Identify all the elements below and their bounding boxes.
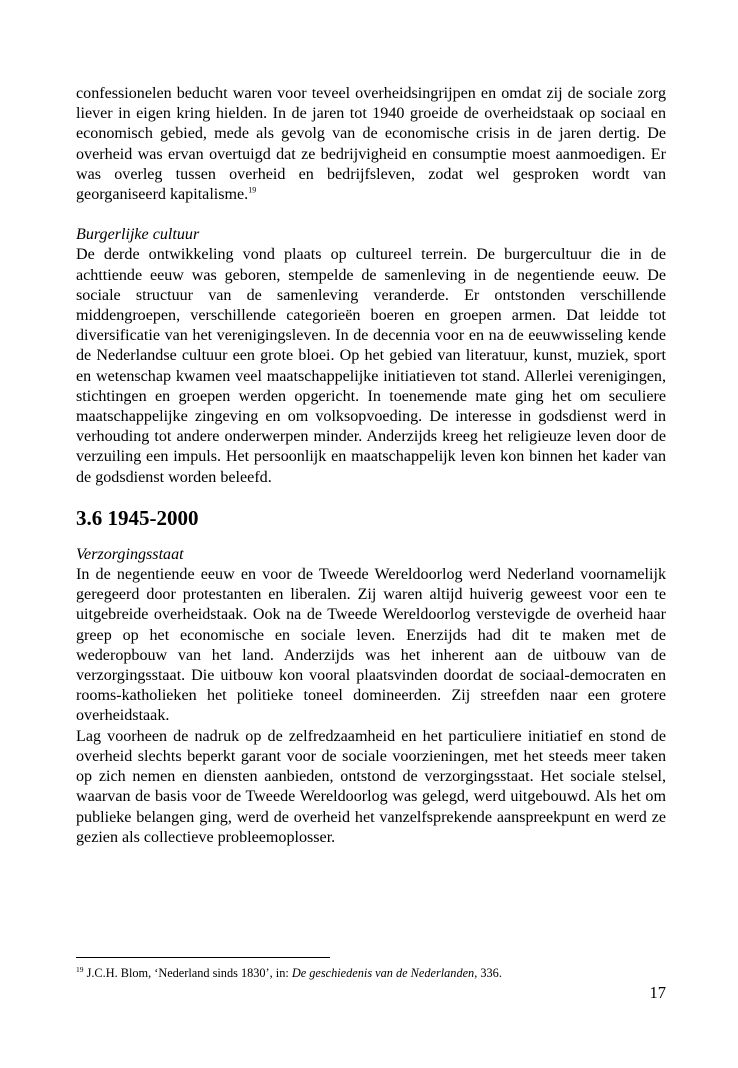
subheading-welfare-state: Verzorgingsstaat: [76, 545, 184, 563]
footnote-number: 19: [76, 964, 84, 974]
paragraph-intro-text: confessionelen beducht waren voor teveel overheidsingrijpen en omdat zij de sociale zorg liever in eigen kring hielden. In de jaren tot 1940 groeide de overheidstaak op sociaal en economisch gebied, mede als gevolg van de economische crisis in de jaren dertig. De overheid was ervan overtuigd dat ze bedrijvigheid en consumptie moest aanmoedigen. Er was overleg tussen overheid en bedrijfsleven, zodat wel gesproken wordt van georganiseerd kapitalisme.: [76, 85, 666, 204]
footnote-text-before: J.C.H. Blom, ‘Nederland sinds 1830’, in:: [83, 966, 292, 980]
paragraph-welfare-1: In de negentiende eeuw en voor de Tweede Wereldoorlog werd Nederland voornamelijk geregeerd door protestanten en liberalen. Zij waren altijd huiverig geweest voor een te uitgebreide overheidstaak. Ook na de Tweede Wereldoorlog verstevigde de overheid haar greep op het economische en sociale leven. Enerzijds had dit te maken met de wederopbouw van het land. Anderzijds was het inherent aan de uitbouw van de verzorgingsstaat. Die uitbouw kon vooral plaatsvinden doordat de sociaal-democraten en rooms-katholieken het politieke toneel domineerden. Zij streefden naar een grotere overheidstaak.: [76, 566, 666, 725]
paragraph-intro: [76, 84, 666, 205]
footnote-text-after: , 336.: [474, 966, 502, 980]
footnote-reference: 19: [248, 185, 257, 195]
subheading-culture: Burgerlijke cultuur: [76, 226, 200, 244]
footnote-separator: [76, 957, 330, 958]
page-body: [76, 84, 666, 848]
paragraph-culture: De derde ontwikkeling vond plaats op cultureel terrein. De burgercultuur die in de achttiende eeuw was geboren, stempelde de samenleving in de negentiende eeuw. De sociale structuur van de samenleving veranderde. Er ontstonden verschillende middengroepen, verschillende categorieën boeren en groepen armen. Dat leidde tot diversificatie van het verenigingsleven. In de decennia voor en na de eeuwwisseling kende de Nederlandse cultuur een grote bloei. Op het gebied van literatuur, kunst, muziek, sport en wetenschap kwamen veel maatschappelijke initiatieven tot stand. Allerlei verenigingen, stichtingen en groepen werden opgericht. In toenemende mate ging het om seculiere maatschappelijke zingeving en om volksopvoeding. De interesse in godsdienst werd in verhouding tot andere onderwerpen minder. Anderzijds kreeg het religieuze leven door de verzuiling een impuls. Het persoonlijk en maatschappelijk leven kon binnen het kader van de godsdienst worden beleefd.: [76, 246, 666, 486]
footnote-book-title: De geschiedenis van de Nederlanden: [291, 966, 475, 980]
paragraph-welfare-2: Lag voorheen de nadruk op de zelfredzaamheid en het particuliere initiatief en stond de overheid slechts beperkt garant voor de sociale voorzieningen, met het steeds meer taken op zich nemen en diensten aanbieden, ontstond de verzorgingsstaat. Het sociale stelsel, waarvan de basis voor de Tweede Wereldoorlog was gelegd, werd uitgebouwd. Als het om publieke belangen ging, werd de overheid het vanzelfsprekende aanspreekpunt en werd ze gezien als collectieve probleemoplosser.: [76, 727, 666, 846]
spacer: [76, 205, 666, 225]
section-heading: 3.6 1945-2000: [76, 505, 199, 530]
footnote: [76, 966, 666, 981]
page-number: 17: [649, 983, 666, 1002]
